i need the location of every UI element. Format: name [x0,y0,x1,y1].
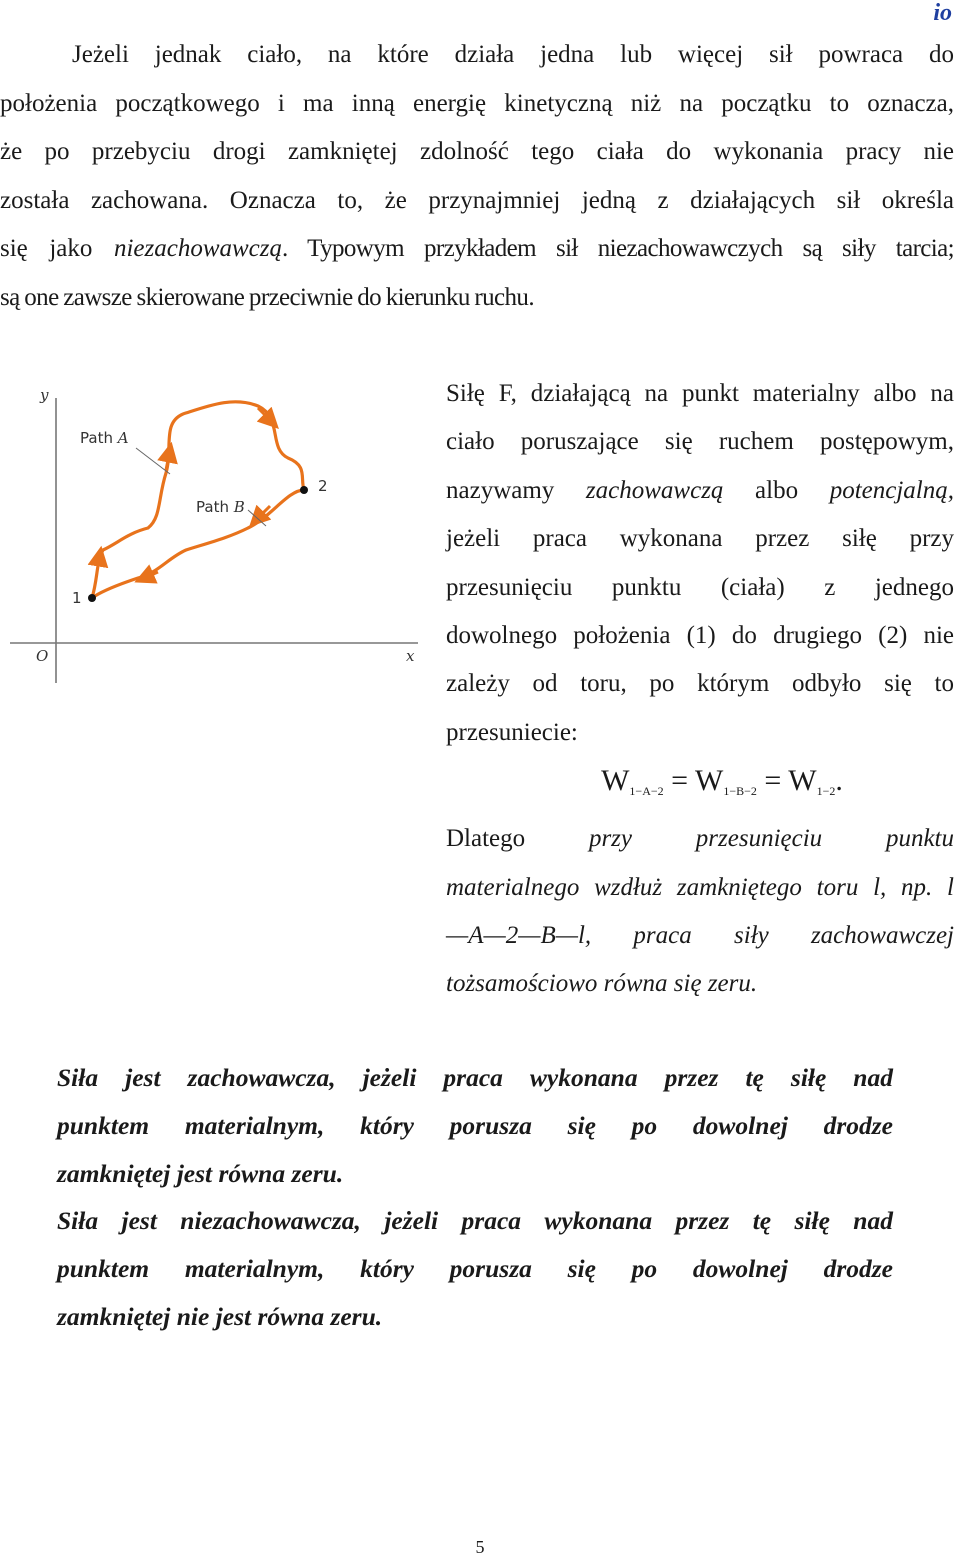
term-niezachowawcza: niezachowawczą [113,235,283,263]
body-line: Siłę F, działającą na punkt materialny albo na [446,380,954,407]
x-axis-label: x [406,647,415,665]
path-a-leader [136,448,170,474]
body-line: ciało poruszające się ruchem postępowym, [446,428,954,456]
conservative-force-text [446,370,954,1009]
body-line: Dlatego przy przesunięciu punktu [446,825,954,853]
force-definitions [57,1054,893,1341]
definition-line: zamkniętej nie jest równa zeru. [57,1301,383,1331]
intro-paragraph [0,31,954,323]
path-a-arrow-lower [98,554,100,566]
term-zachowawcza: zachowawczą [585,476,724,504]
y-axis-label: y [40,386,49,404]
body-line: tożsamościowo równa się zeru. [446,970,758,998]
definition-line: zamkniętej jest równa zeru. [57,1158,344,1188]
origin-label: O [36,647,49,665]
definition-line: Siła jest niezachowawcza, jeżeli praca wykonana przez tę siłę nad [57,1206,893,1236]
corner-logo-mark: io [933,0,952,26]
intro-text: . Typowym przykładem sił niezachowawczych są siły tarcia; [282,235,954,263]
body-line: przesunięciu punktu (ciała) z jednego [446,573,954,601]
path-a-label: Path A [80,429,129,447]
term-potencjalna: potencjalną, [829,476,954,504]
path-b-label: Path B [196,498,245,516]
body-line: dowolnego położenia (1) do drugiego (2) nie [446,622,954,650]
body-line: jeżeli praca wykonana przez siłę przy [446,525,954,553]
body-line: nazywamy zachowawczą albo potencjalną, [446,476,954,504]
page-number: 5 [475,1537,485,1557]
definition-line: punktem materialnym, który porusza się po dowolnej drodze [57,1110,893,1140]
point-1-marker [88,594,96,602]
intro-line: są one zawsze skierowane przeciwnie do kierunku ruchu. [0,283,534,311]
point-2-label: 2 [318,477,328,495]
body-line: —A—2—B—l, praca siły zachowawczej [446,922,954,950]
definition-line: Siła jest zachowawcza, jeżeli praca wykonana przez tę siłę nad [57,1063,893,1092]
point-2-marker [300,486,308,494]
intro-line [0,225,954,274]
point-1-label: 1 [72,589,82,607]
body-line: materialnego wzdłuż zamkniętego toru l, np. l [446,873,954,901]
path-a-arrow-upper [166,450,170,470]
intro-line: położenia początkowego i ma inną energię kinetyczną niż na początku to oznacza, [0,89,954,117]
body-line: zależy od toru, po którym odbyło się to [446,670,954,698]
intro-line: Jeżeli jednak ciało, na które działa jedna lub więcej sił powraca do [72,41,954,68]
definition-line: punktem materialnym, który porusza się po dowolnej drodze [57,1254,893,1284]
intro-line: została zachowana. Oznacza to, że przynajmniej jedną z działających sił określa [0,186,954,214]
intro-text: się jako [0,235,114,263]
body-line: przesuniecie: [446,718,578,746]
work-equation: $W_{1-A-2} = W_{1-B-2} = W_{1-2}$. [601,764,843,799]
intro-line: że po przebyciu drogi zamkniętej zdolność tego ciała do wykonania pracy nie [0,138,954,166]
path-diagram [8,378,422,688]
